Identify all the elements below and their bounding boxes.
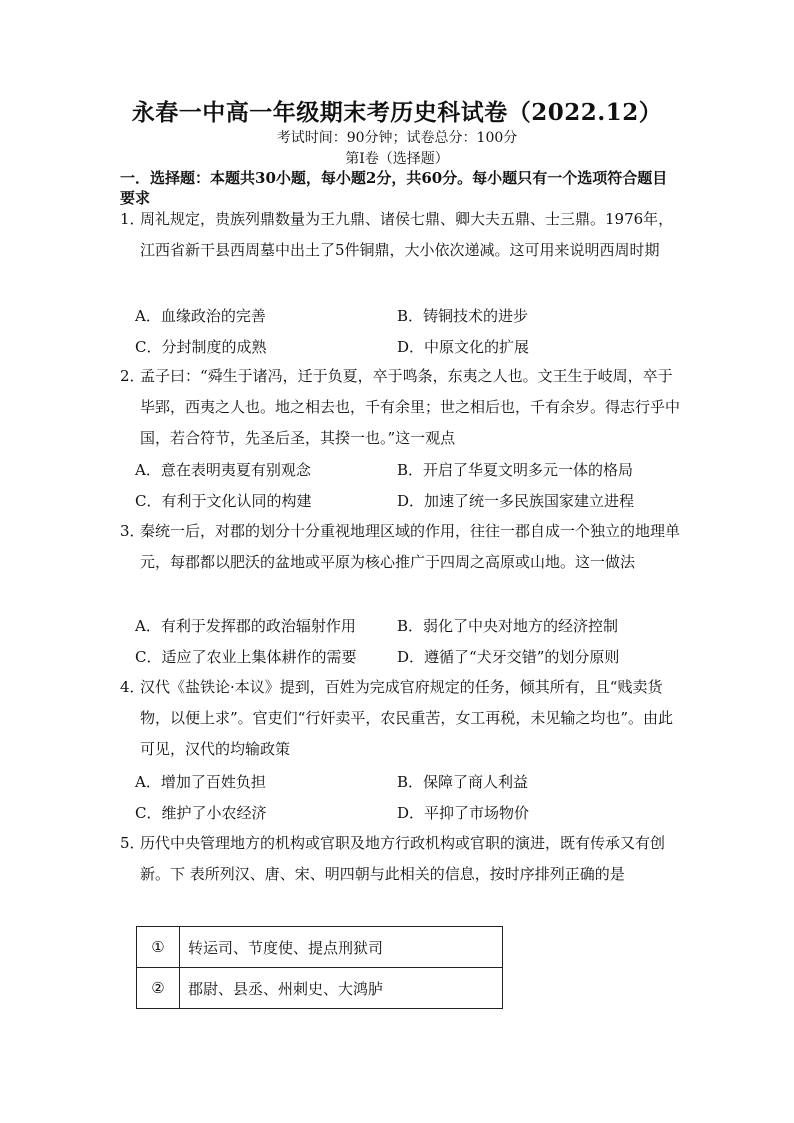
option-c: C．维护了小农经济 — [135, 804, 267, 822]
table-cell-text: 郡尉、县丞、州刺史、大鸿胪 — [180, 968, 503, 1009]
page-title: 永春一中高一年级期末考历史科试卷（2022.12） — [131, 99, 663, 126]
table-cell-text: 转运司、节度使、提点刑狱司 — [180, 927, 503, 968]
option-a: A．增加了百姓负担 — [135, 773, 266, 791]
option-d: D．遵循了“犬牙交错”的划分原则 — [397, 648, 620, 666]
volume-heading: 第Ⅰ卷（选择题） — [345, 151, 449, 167]
question-stem: 孟子曰：“舜生于诸冯，迁于负夏，卒于鸣条，东夷之人也。文王生于岐周，卒于毕郢，西夷之人也。地之相去也，千有余里；世之相后也，千有余岁。得志行乎中国，若合符节，先圣后圣，其揆一也。”这一观点 — [140, 367, 681, 447]
option-b: B．弱化了中央对地方的经济控制 — [397, 617, 619, 635]
question-4 — [120, 672, 680, 765]
option-a: A．意在表明夷夏有别观念 — [135, 461, 311, 479]
question-3 — [120, 516, 680, 578]
question-5 — [120, 828, 680, 890]
question-number: 1． — [120, 210, 145, 228]
question-stem: 历代中央管理地方的机构或官职及地方行政机构或官职的演进，既有传承又有创新。下 表所列汉、唐、宋、明四朝与此相关的信息，按时序排列正确的是 — [140, 834, 666, 883]
option-c: C．适应了农业上集体耕作的需要 — [135, 648, 357, 666]
question-1 — [120, 204, 680, 266]
question-5-table — [136, 926, 503, 1009]
option-c: C．分封制度的成熟 — [135, 338, 267, 356]
exam-info: 考试时间：90分钟；试卷总分：100分 — [276, 130, 518, 146]
option-a: A．血缘政治的完善 — [135, 307, 266, 325]
option-b: B．铸铜技术的进步 — [397, 307, 529, 325]
question-stem: 周礼规定，贵族列鼎数量为王九鼎、诸侯七鼎、卿大夫五鼎、士三鼎。1976年，江西省新干县西周墓中出土了5件铜鼎，大小依次递减。这可用来说明西周时期 — [140, 210, 674, 259]
question-stem: 汉代《盐铁论·本议》提到，百姓为完成官府规定的任务，倾其所有，且“贱卖货物，以便上求”。官吏们“行奸卖平，农民重苦，女工再税，未见输之均也”。由此可见，汉代的均输政策 — [140, 678, 674, 758]
table-row — [137, 968, 503, 1009]
option-d: D．中原文化的扩展 — [397, 338, 530, 356]
question-number: 2． — [120, 367, 145, 385]
table-cell-mark: ② — [137, 968, 180, 1009]
question-number: 3． — [120, 522, 145, 540]
section-heading: 一．选择题：本题共30小题，每小题2分，共60分。每小题只有一个选项符合题目要求 — [120, 169, 668, 207]
option-b: B．保障了商人利益 — [397, 773, 529, 791]
question-2 — [120, 361, 680, 454]
question-number: 4． — [120, 678, 145, 696]
table-cell-mark: ① — [137, 927, 180, 968]
option-c: C．有利于文化认同的构建 — [135, 492, 312, 510]
option-a: A．有利于发挥郡的政治辐射作用 — [135, 617, 356, 635]
table-row — [137, 927, 503, 968]
option-d: D．加速了统一多民族国家建立进程 — [397, 492, 635, 510]
option-b: B．开启了华夏文明多元一体的格局 — [397, 461, 634, 479]
option-d: D．平抑了市场物价 — [397, 804, 530, 822]
question-number: 5． — [120, 834, 145, 852]
question-stem: 秦统一后，对郡的划分十分重视地理区域的作用，往往一郡自成一个独立的地理单元，每郡都以肥沃的盆地或平原为核心推广于四周之高原或山地。这一做法 — [140, 522, 681, 571]
